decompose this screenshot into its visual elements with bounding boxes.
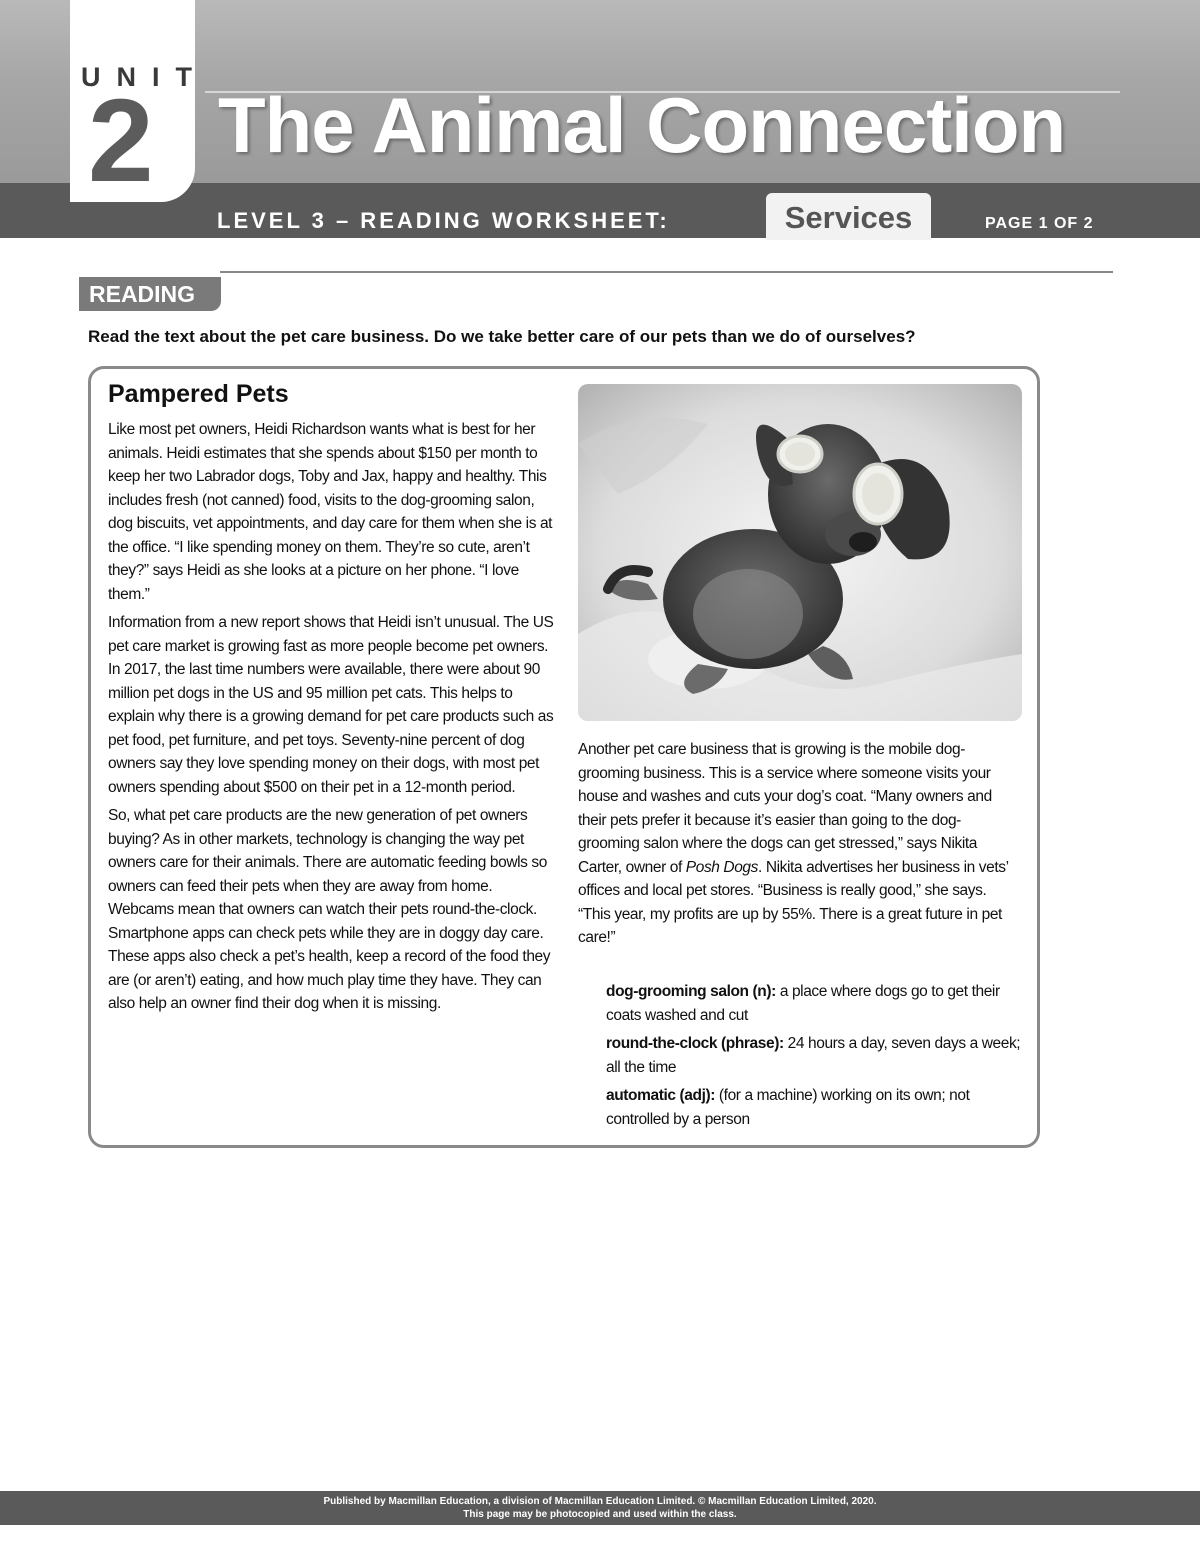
- worksheet-level-label: LEVEL 3 – READING WORKSHEET:: [217, 208, 670, 233]
- article-right-column: [578, 738, 1018, 950]
- glossary-definition: (for a machine) working on its own; not controlled by a person: [606, 1087, 970, 1128]
- paragraph-text: . Nikita advertises her business in vets’ offices and local pet stores. “Business is really good,” she says. “This year, my profits are up by 55%. There is a great future in pet care!”: [578, 858, 1009, 946]
- article-paragraph: [578, 738, 1018, 950]
- article-left-column: [108, 418, 558, 1021]
- unit-label: UNIT: [81, 62, 208, 92]
- glossary-entry: [606, 1032, 1026, 1079]
- glossary: [606, 980, 1026, 1136]
- footer-bar: [0, 1491, 1200, 1525]
- section-tag: [79, 277, 221, 311]
- topic-tab-label: Services: [784, 200, 913, 235]
- glossary-entry: [606, 980, 1026, 1027]
- paragraph-text: Another pet care business that is growing is the mobile dog-grooming business. This is a service where someone visits your house and washes and cuts your dog’s coat. “Many owners and their pets prefer it because it’s easier than going to the dog-grooming salon where the dogs can get stressed,” says Nikita Carter, owner of: [578, 741, 992, 876]
- business-name: Posh Dogs: [685, 858, 759, 876]
- glossary-definition: 24 hours a day, seven days a week; all the time: [606, 1035, 1021, 1076]
- article-paragraph: Information from a new report shows that Heidi isn’t unusual. The US pet care market is growing fast as more people become pet owners. In 2017, the last time numbers were available, there were about 90 million pet dogs in the US and 95 million pet cats. This helps to explain why there is a growing demand for pet care products such as pet food, pet furniture, and pet toys. Seventy-nine percent of dog owners say they love spending money on their dogs, with most pet owners spending about $500 on their pet in a 12-month period.: [108, 614, 554, 796]
- article-paragraph: Like most pet owners, Heidi Richardson wants what is best for her animals. Heidi estimates that she spends about $150 per month to keep her two Labrador dogs, Toby and Jax, happy and healthy. This includes fresh (not canned) food, visits to the dog-grooming salon, dog biscuits, vet appointments, and day care for them when she is at the office. “I like spending money on them. They’re so cute, aren’t they?” says Heidi as she looks at a picture on her phone. “I love them.”: [108, 421, 553, 603]
- article-title: Pampered Pets: [108, 380, 289, 408]
- unit-number: 2: [88, 75, 154, 207]
- instructions-text: Read the text about the pet care business. Do we take better care of our pets than we do of ourselves?: [88, 327, 916, 346]
- article-paragraph: So, what pet care products are the new generation of pet owners buying? As in other markets, technology is changing the way pet owners care for their animals. There are automatic feeding bowls so owners can feed their pets when they are away from home. Webcams mean that owners can watch their pets round-the-clock. Smartphone apps can check pets while they are in doggy day care. These apps also check a pet’s health, keep a record of the food they are (or aren’t) eating, and how much play time they have. They can also help an owner find their dog when it is missing.: [108, 807, 551, 1012]
- section-divider: [220, 271, 1113, 273]
- glossary-term: dog-grooming salon (n):: [606, 983, 776, 1000]
- copyright-text: Published by Macmillan Education, a division of Macmillan Education Limited. © Macmillan Education Limited, 2020.: [323, 1496, 877, 1507]
- glossary-definition: a place where dogs go to get their coats washed and cut: [606, 983, 1000, 1024]
- glossary-term: round-the-clock (phrase):: [606, 1035, 784, 1052]
- page-number-label: PAGE 1 OF 2: [985, 215, 1094, 232]
- topic-tab: [766, 193, 931, 240]
- page-title: The Animal Connection: [218, 81, 1066, 169]
- dog-spa-photo: [578, 384, 1022, 721]
- photocopy-notice: This page may be photocopied and used within the class.: [463, 1509, 737, 1520]
- section-tag-label: READING: [89, 281, 196, 307]
- glossary-entry: [606, 1084, 1026, 1131]
- glossary-term: automatic (adj):: [606, 1087, 715, 1104]
